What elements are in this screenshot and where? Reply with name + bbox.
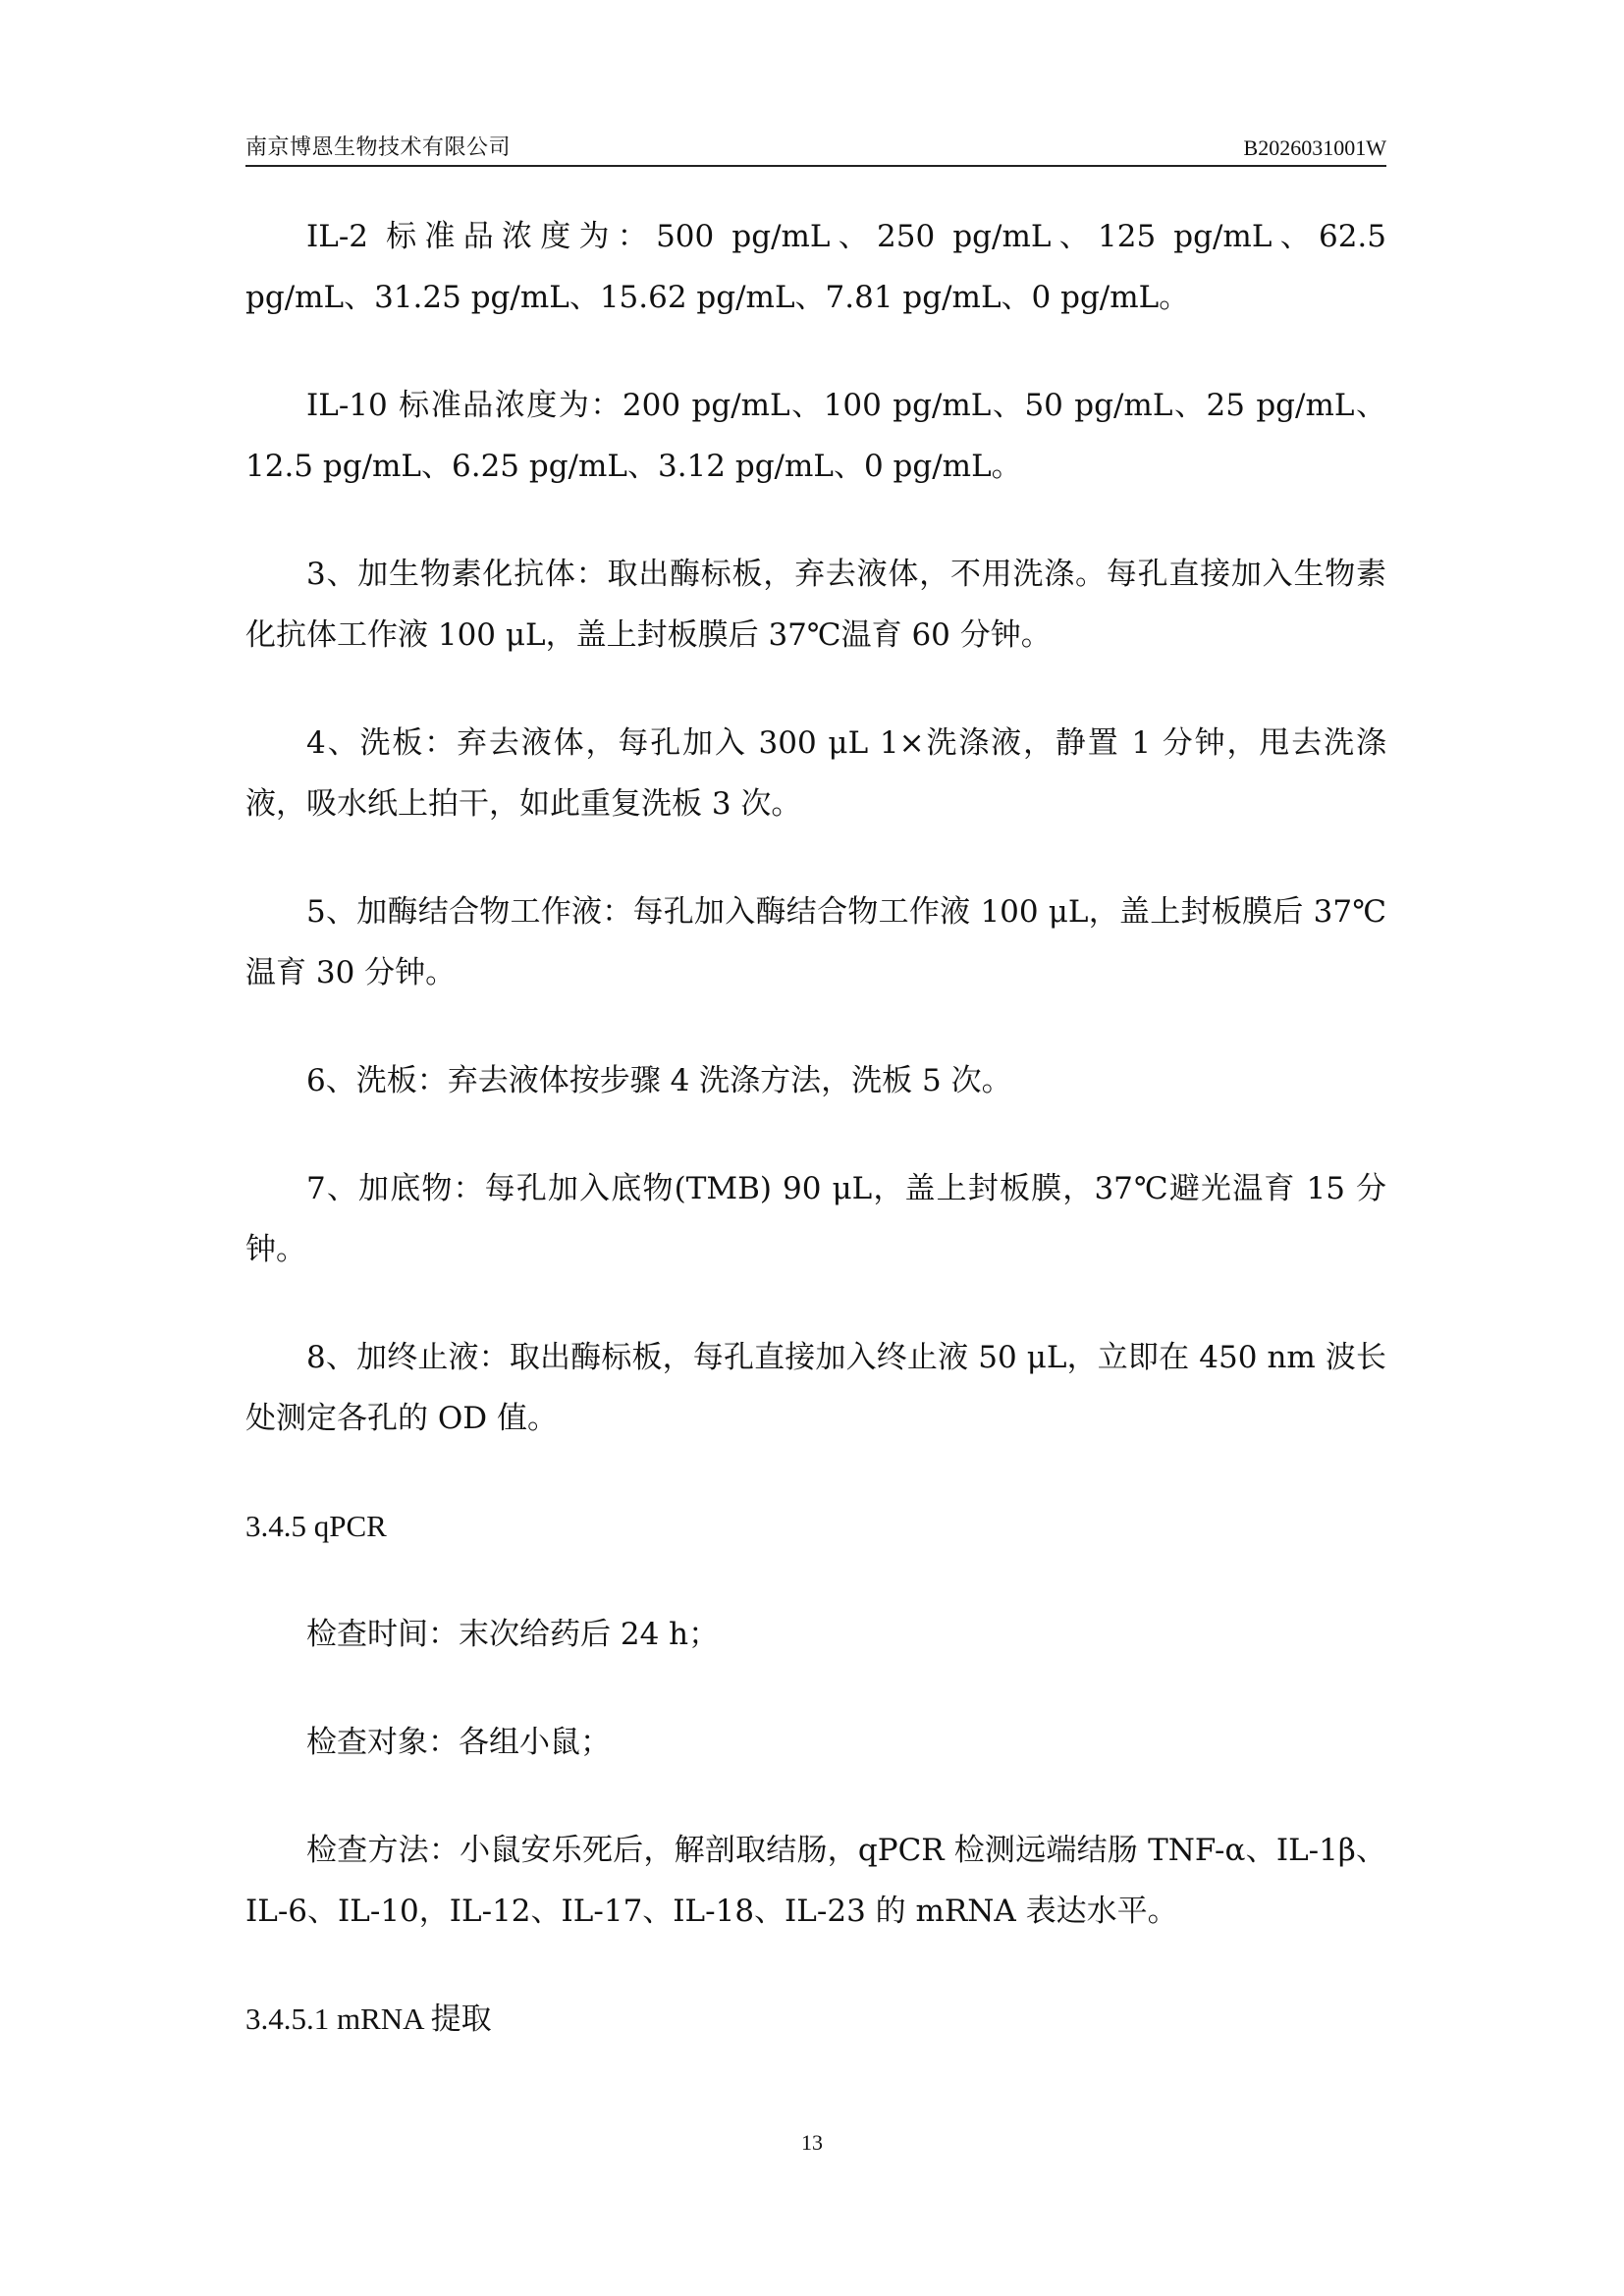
paragraph-check-time: 检查时间：末次给药后 24 h； xyxy=(306,1617,720,1652)
paragraph-step-7: 7、加底物：每孔加入底物(TMB) 90 μL，盖上封板膜，37℃避光温育 15 分钟。 xyxy=(245,1171,1386,1267)
paragraph-step-3: 3、加生物素化抗体：取出酶标板，弃去液体，不用洗涤。每孔直接加入生物素化抗体工作液 100 μL，盖上封板膜后 37℃温育 60 分钟。 xyxy=(245,557,1386,653)
page-number: 13 xyxy=(801,2130,823,2155)
paragraph-il2-standards: IL-2 标准品浓度为：500 pg/mL、250 pg/mL、125 pg/mL、62.5 pg/mL、31.25 pg/mL、15.62 pg/mL、7.81 pg/mL、0 pg/mL。 xyxy=(245,219,1386,315)
paragraph-check-method: 检查方法：小鼠安乐死后，解剖取结肠，qPCR 检测远端结肠 TNF-α、IL-1β、IL-6、IL-10，IL-12、IL-17、IL-18、IL-23 的 mRNA 表达水平。 xyxy=(245,1833,1386,1929)
paragraph-step-5: 5、加酶结合物工作液：每孔加入酶结合物工作液 100 μL，盖上封板膜后 37℃温育 30 分钟。 xyxy=(245,894,1386,990)
paragraph-check-object: 检查对象：各组小鼠； xyxy=(306,1725,611,1760)
section-heading-qpcr: 3.4.5 qPCR xyxy=(245,1509,387,1543)
paragraph-step-6: 6、洗板：弃去液体按步骤 4 洗涤方法，洗板 5 次。 xyxy=(306,1063,1012,1098)
page-body xyxy=(245,206,1386,2097)
company-name: 南京博恩生物技术有限公司 xyxy=(245,135,512,160)
document-id: B2026031001W xyxy=(1243,135,1386,160)
page-header xyxy=(245,130,1386,167)
subsection-heading-mrna: 3.4.5.1 mRNA 提取 xyxy=(245,2002,492,2036)
paragraph-il10-standards: IL-10 标准品浓度为：200 pg/mL、100 pg/mL、50 pg/mL、25 pg/mL、12.5 pg/mL、6.25 pg/mL、3.12 pg/mL、0 pg/mL。 xyxy=(245,388,1386,484)
paragraph-step-8: 8、加终止液：取出酶标板，每孔直接加入终止液 50 μL，立即在 450 nm 波长处测定各孔的 OD 值。 xyxy=(245,1340,1386,1436)
paragraph-step-4: 4、洗板：弃去液体，每孔加入 300 μL 1×洗涤液，静置 1 分钟，甩去洗涤液，吸水纸上拍干，如此重复洗板 3 次。 xyxy=(245,725,1386,822)
